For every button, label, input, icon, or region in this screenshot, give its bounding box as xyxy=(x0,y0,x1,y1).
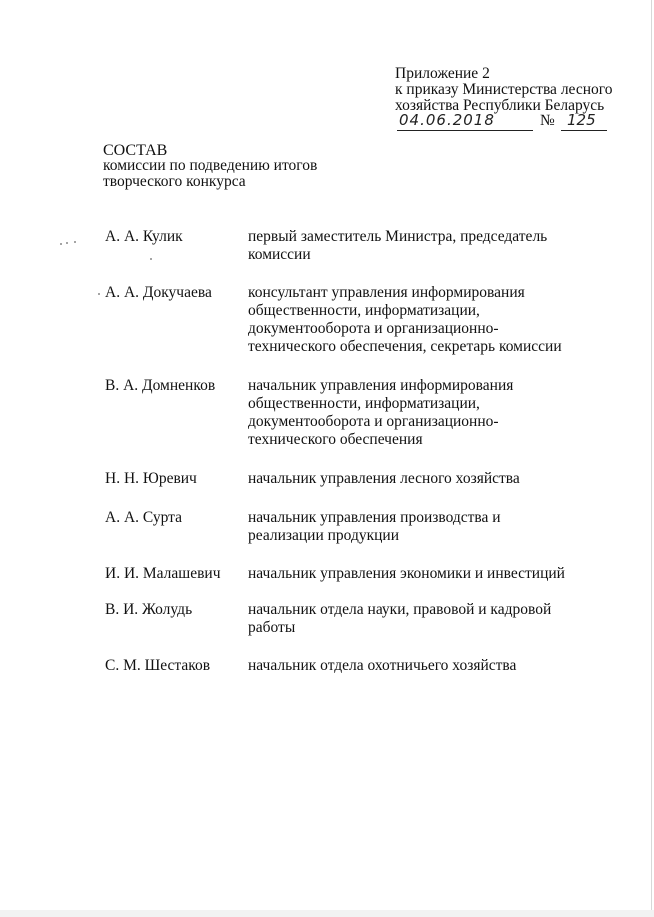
role-line: документооборота и организационно- xyxy=(248,320,499,337)
role-line: начальник управления экономики и инвестиций xyxy=(248,565,565,582)
member-role xyxy=(248,657,598,675)
member-name: В. А. Домненков xyxy=(105,377,216,394)
subtitle-line: творческого конкурса xyxy=(103,173,246,190)
annex-block xyxy=(395,66,612,114)
role-line: реализации продукции xyxy=(248,527,400,544)
role-line: начальник управления информирования xyxy=(248,377,514,394)
annex-line: к приказу Министерства лесного xyxy=(395,81,613,98)
number-sign: № xyxy=(540,112,555,129)
page-bottom-edge xyxy=(0,910,654,917)
handwritten-number: 125 xyxy=(567,111,596,129)
role-line: начальник отдела охотничьего хозяйства xyxy=(248,657,517,674)
scan-speck xyxy=(150,258,152,260)
number-underline xyxy=(561,130,607,131)
member-name: А. А. Докучаева xyxy=(105,284,212,301)
member-name: А. А. Сурта xyxy=(105,509,182,526)
scan-speck xyxy=(74,241,76,243)
member-name: И. И. Малашевич xyxy=(105,565,221,582)
role-line: консультант управления информирования xyxy=(248,284,525,301)
role-line: технического обеспечения, секретарь комиссии xyxy=(248,338,562,355)
role-line: технического обеспечения xyxy=(248,431,423,448)
document-subtitle xyxy=(103,158,317,190)
member-name: В. И. Жолудь xyxy=(105,601,193,618)
member-role xyxy=(248,470,598,488)
member-name: Н. Н. Юревич xyxy=(105,470,197,487)
role-line: общественности, информатизации, xyxy=(248,302,480,319)
role-line: общественности, информатизации, xyxy=(248,395,480,412)
role-line: первый заместитель Министра, председатель xyxy=(248,228,548,245)
annex-line: Приложение 2 xyxy=(395,65,490,82)
handwritten-date: 04.06.2018 xyxy=(399,111,495,129)
subtitle-line: комиссии по подведению итогов xyxy=(103,157,318,174)
role-line: начальник отдела науки, правовой и кадровой xyxy=(248,601,552,618)
role-line: начальник управления лесного хозяйства xyxy=(248,470,520,487)
member-role xyxy=(248,377,598,449)
role-line: комиссии xyxy=(248,246,311,263)
member-name: А. А. Кулик xyxy=(105,228,183,245)
role-line: работы xyxy=(248,619,296,636)
annex-line: хозяйства Республики Беларусь xyxy=(395,97,605,114)
order-date-number xyxy=(395,113,615,133)
member-role xyxy=(248,284,598,356)
date-underline xyxy=(397,130,533,131)
member-name: С. М. Шестаков xyxy=(105,657,211,674)
scan-speck xyxy=(98,293,100,295)
role-line: документооборота и организационно- xyxy=(248,413,499,430)
member-role xyxy=(248,601,598,637)
member-role xyxy=(248,509,598,545)
document-title: СОСТАВ xyxy=(103,142,168,159)
member-role xyxy=(248,565,598,583)
scan-speck xyxy=(60,243,62,245)
role-line: начальник управления производства и xyxy=(248,509,501,526)
scan-speck xyxy=(66,242,68,244)
member-role xyxy=(248,228,598,264)
